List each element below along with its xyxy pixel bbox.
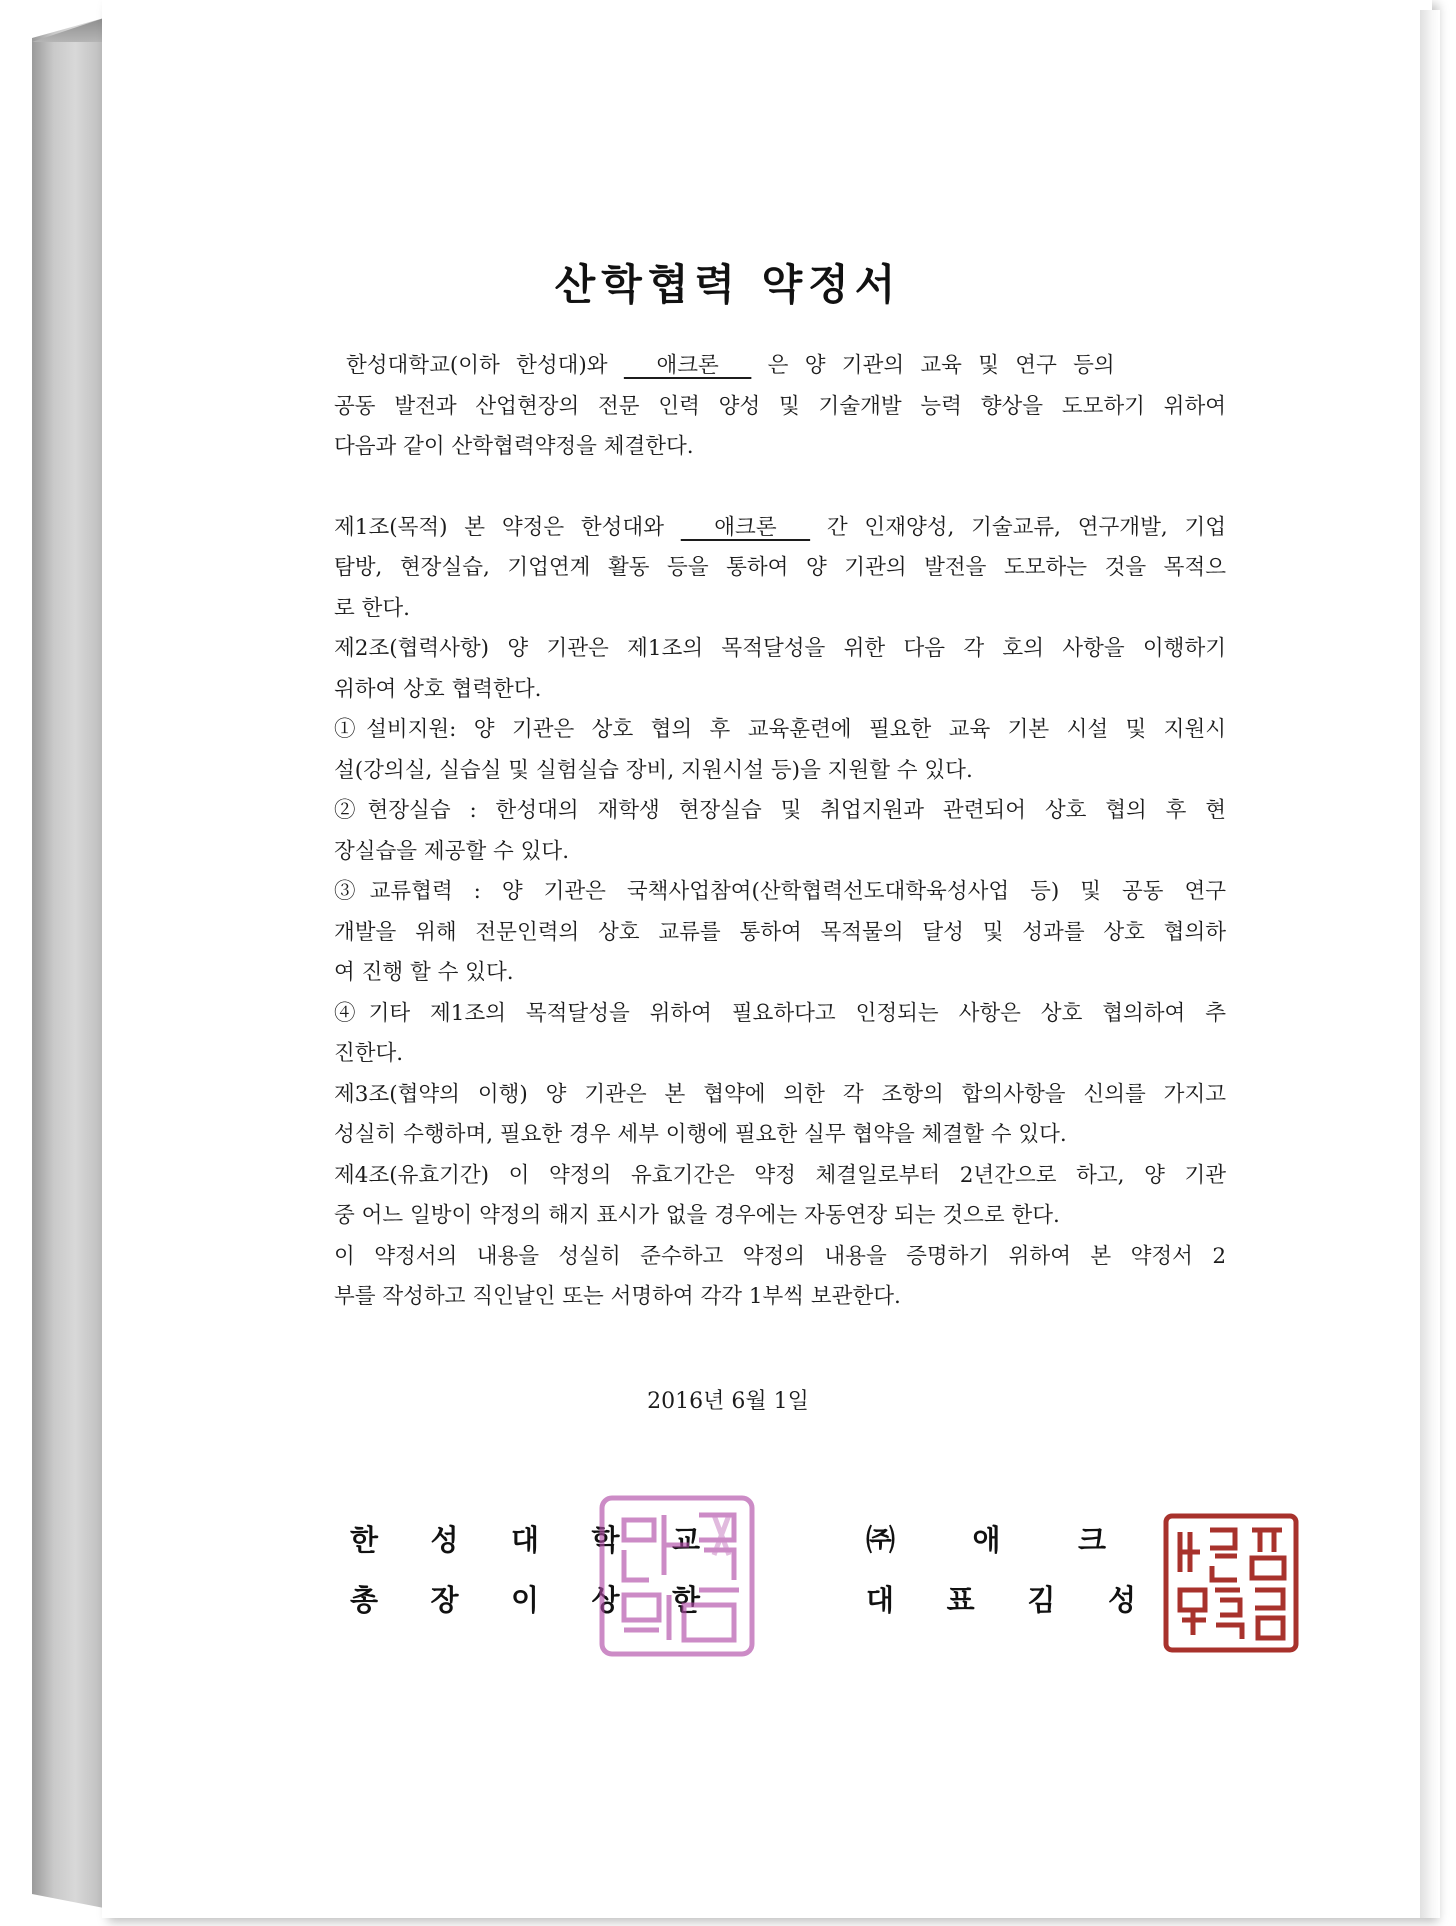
article2-item3-line-2: 개발을 위해 전문인력의 상호 교류를 통하여 목적물의 달성 및 성과를 상호 협의하: [334, 919, 1226, 945]
document-title: 산학협력 약정서: [554, 260, 902, 309]
article1-line-1: 제1조(목적) 본 약정은 한성대와 애크론 간 인재양성, 기술교류, 연구개발, 기업: [334, 514, 1226, 540]
article2-line-1: 제2조(협력사항) 양 기관은 제1조의 목적달성을 위한 다음 각 호의 사항을 이행하기: [334, 636, 1226, 661]
article2-item1-line-2: 설(강의실, 실습실 및 실험실습 장비, 지원시설 등)을 지원할 수 있다.: [334, 757, 973, 783]
book-spine-top: [32, 18, 104, 42]
signature-right-org: ㈜ 애 크: [866, 1523, 1106, 1557]
article2-item2-line-2: 장실습을 제공할 수 있다.: [334, 838, 570, 864]
article4-line-2: 중 어느 일방이 약정의 해지 표시가 없을 경우에는 자동연장 되는 것으로 한다.: [334, 1203, 1060, 1228]
signature-left-org: 한 성 대 학 교: [350, 1523, 700, 1557]
article1-line-3: 로 한다.: [334, 595, 410, 621]
article2-item1-line-1: ①설비지원: 양 기관은 상호 협의 후 교육훈련에 필요한 교육 기본 시설 및 지원시: [334, 717, 1226, 742]
article1-line-2: 탐방, 현장실습, 기업연계 활동 등을 통하여 양 기관의 발전을 도모하는 것을 목적으: [334, 555, 1226, 580]
signature-left-person: 총 장 이 상 한: [350, 1583, 700, 1617]
closing-line-1: 이 약정서의 내용을 성실히 준수하고 약정의 내용을 증명하기 위하여 본 약정서 2: [334, 1243, 1226, 1269]
article2-item4-line-2: 진한다.: [334, 1041, 404, 1066]
article2-line-2: 위하여 상호 협력한다.: [334, 676, 542, 702]
article4-line-1: 제4조(유효기간) 이 약정의 유효기간은 약정 체결일로부터 2년간으로 하고, 양 기관: [334, 1162, 1226, 1188]
signature-right-person: 대 표 김 성: [866, 1583, 1136, 1617]
signing-date: 2016년 6월 1일: [647, 1389, 809, 1414]
article3-line-1: 제3조(협약의 이행) 양 기관은 본 협약에 의한 각 조항의 합의사항을 신의를 가지고: [334, 1081, 1226, 1107]
article2-item2-line-1: ②현장실습 : 한성대의 재학생 현장실습 및 취업지원과 관련되어 상호 협의 후 현: [334, 798, 1226, 823]
article2-item3-line-1: ③교류협력 : 양 기관은 국책사업참여(산학협력선도대학육성사업 등) 및 공동 연구: [334, 879, 1226, 904]
party-name: 애크론: [680, 514, 811, 540]
closing-line-2: 부를 작성하고 직인날인 또는 서명하여 각각 1부씩 보관한다.: [334, 1284, 901, 1309]
article3-line-2: 성실히 수행하며, 필요한 경우 세부 이행에 필요한 실무 협약을 체결할 수 있다.: [334, 1122, 1067, 1147]
document-body: [334, 346, 1226, 1318]
university-seal-icon: [594, 1490, 760, 1662]
article2-item3-line-3: 여 진행 할 수 있다.: [334, 960, 514, 985]
company-seal-icon: [1160, 1510, 1302, 1656]
intro-line-2: 공동 발전과 산업현장의 전문 인력 양성 및 기술개발 능력 향상을 도모하기 위하여: [334, 393, 1226, 419]
intro-line-3: 다음과 같이 산학협력약정을 체결한다.: [334, 434, 694, 459]
intro-line-1: 한성대학교(이하 한성대)와 애크론 은 양 기관의 교육 및 연구 등의: [346, 353, 1115, 378]
article2-item4-line-1: ④기타 제1조의 목적달성을 위하여 필요하다고 인정되는 사항은 상호 협의하여 추: [334, 1000, 1226, 1026]
party-name: 애크론: [623, 353, 752, 378]
